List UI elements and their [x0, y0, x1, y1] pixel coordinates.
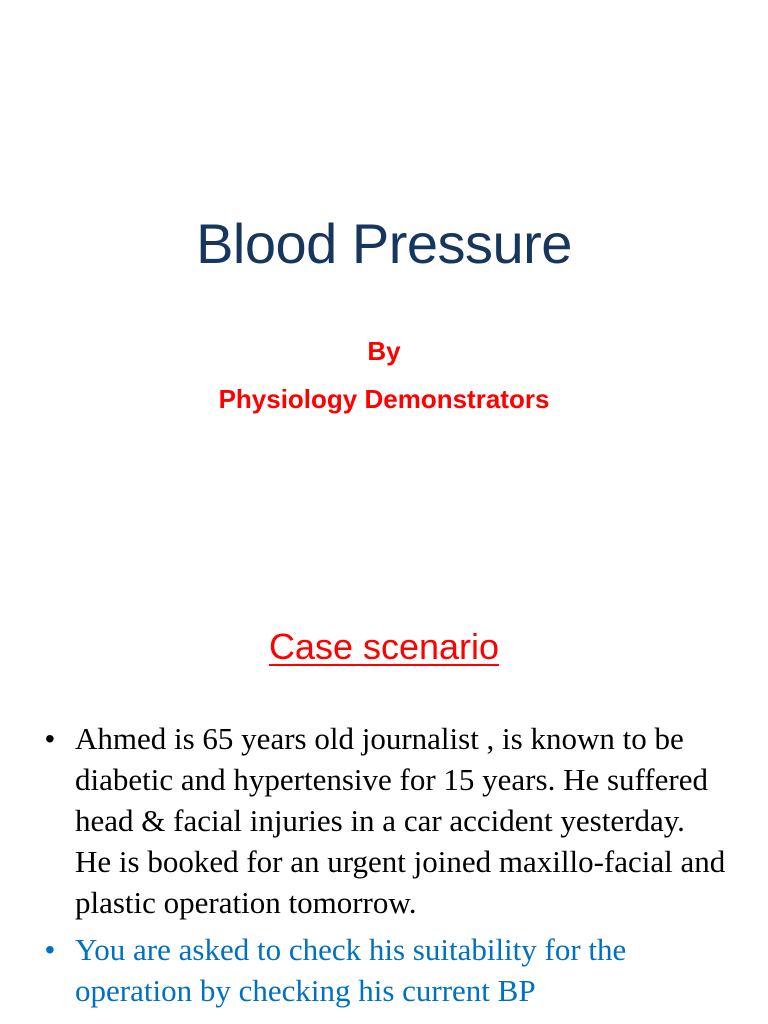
case-scenario-heading: Case scenario — [268, 626, 500, 667]
case-scenario-slide — [0, 576, 768, 1024]
list-item — [0, 718, 768, 923]
byline-by: By — [367, 336, 401, 366]
bullet-text: You are asked to check his suitability for the operation by checking his current BP — [75, 932, 627, 1008]
bullet-list — [0, 718, 768, 1011]
list-item — [0, 929, 768, 1011]
bullet-text: Ahmed is 65 years old journalist , is known to be diabetic and hypertensive for 15 years. He suffered head & facial injuries in a car accident yesterday. He is booked for an urgent joined maxillo-facial and plastic operation tomorrow. — [75, 721, 726, 920]
bullet-dot-icon: • — [45, 723, 55, 754]
byline-authors: Physiology Demonstrators — [218, 384, 550, 414]
bullet-dot-icon: • — [45, 934, 55, 965]
slide-title: Blood Pressure — [196, 212, 572, 275]
